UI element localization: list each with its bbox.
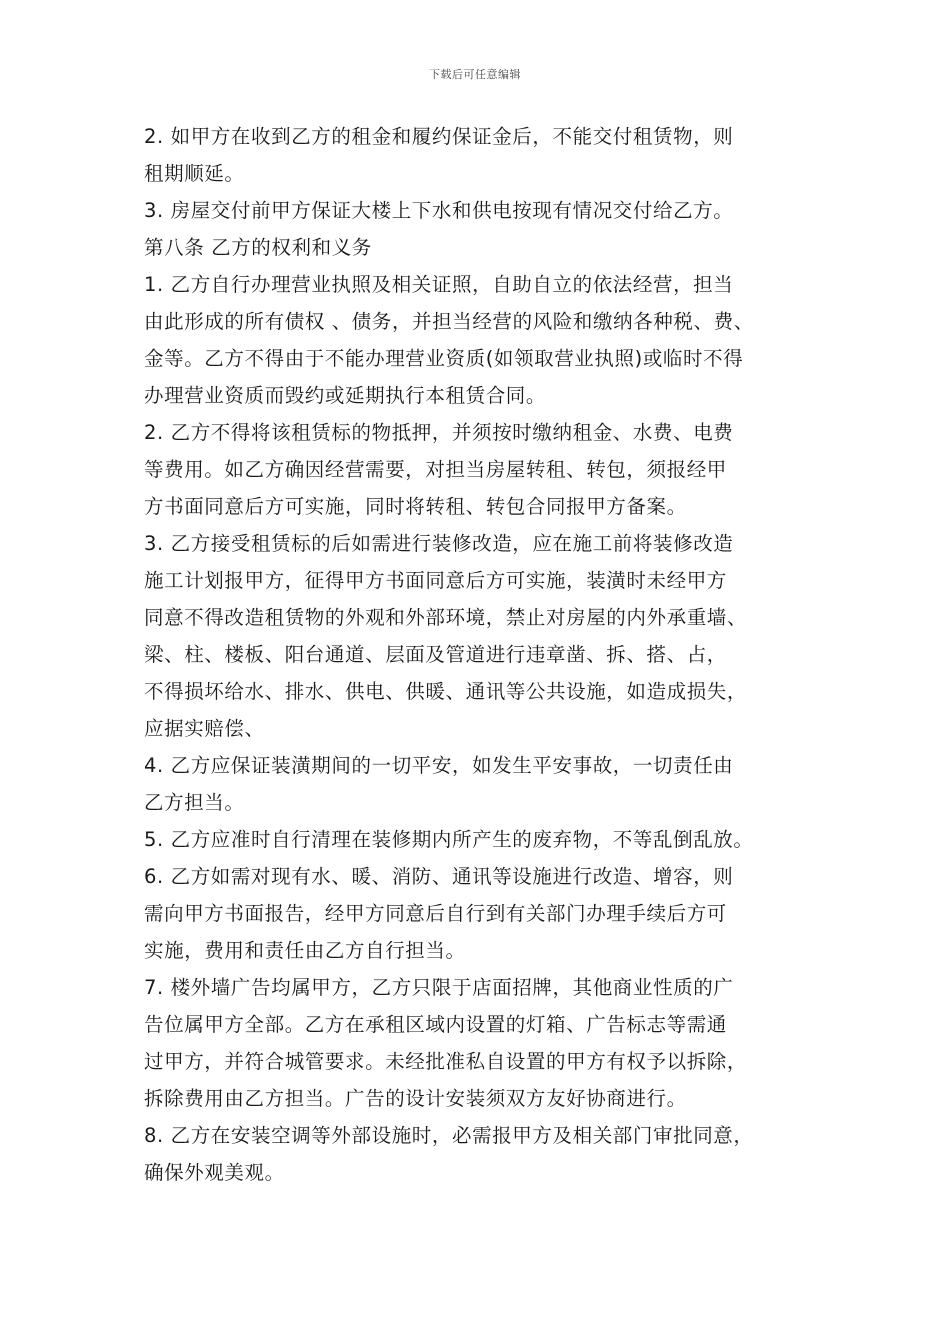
text-line: 应据实赔偿、 — [144, 717, 265, 740]
document-body — [144, 118, 824, 1191]
text-line: 8. 乙方在安装空调等外部设施时，必需报甲方及相关部门审批同意， — [144, 1124, 754, 1147]
text-line: 方书面同意后方可实施，同时将转租、转包合同报甲方备案。 — [144, 495, 687, 518]
text-line: 6. 乙方如需对现有水、暖、消防、通讯等设施进行改造、增容，则 — [144, 865, 734, 888]
text-line: 实施，费用和责任由乙方自行担当。 — [144, 939, 466, 962]
text-line: 乙方担当。 — [144, 791, 245, 814]
text-line: 告位属甲方全部。乙方在承租区域内设置的灯箱、广告标志等需通 — [144, 1013, 727, 1036]
text-line: 7. 楼外墙广告均属甲方，乙方只限于店面招牌，其他商业性质的广 — [144, 976, 734, 999]
text-line: 2. 如甲方在收到乙方的租金和履约保证金后，不能交付租赁物，则 — [144, 125, 734, 148]
text-line: 施工计划报甲方，征得甲方书面同意后方可实施，装潢时未经甲方 — [144, 569, 727, 592]
text-line: 金等。乙方不得由于不能办理营业资质(如领取营业执照)或临时不得 — [144, 347, 744, 370]
text-line: 租期顺延。 — [144, 162, 245, 185]
text-line: 梁、柱、楼板、阳台通道、层面及管道进行违章凿、拆、搭、占， — [144, 643, 727, 666]
text-line: 拆除费用由乙方担当。广告的设计安装须双方友好协商进行。 — [144, 1087, 687, 1110]
text-line: 4. 乙方应保证装潢期间的一切平安，如发生平安事故，一切责任由 — [144, 754, 734, 777]
section-heading: 第八条 乙方的权利和义务 — [144, 236, 372, 259]
text-line: 1. 乙方自行办理营业执照及相关证照，自助自立的依法经营，担当 — [144, 273, 734, 296]
page-header-note: 下载后可任意编辑 — [429, 68, 521, 81]
text-line: 不得损坏给水、排水、供电、供暖、通讯等公共设施，如造成损失， — [144, 680, 748, 703]
text-line: 3. 乙方接受租赁标的后如需进行装修改造，应在施工前将装修改造 — [144, 532, 734, 555]
text-line: 等费用。如乙方确因经营需要，对担当房屋转租、转包，须报经甲 — [144, 458, 727, 481]
text-line: 5. 乙方应准时自行清理在装修期内所产生的废弃物，不等乱倒乱放。 — [144, 828, 754, 851]
text-line: 确保外观美观。 — [144, 1161, 285, 1184]
text-line: 同意不得改造租赁物的外观和外部环境，禁止对房屋的内外承重墙、 — [144, 606, 748, 629]
text-line: 3. 房屋交付前甲方保证大楼上下水和供电按现有情况交付给乙方。 — [144, 199, 734, 222]
text-line: 由此形成的所有债权 、债务，并担当经营的风险和缴纳各种税、费、 — [144, 310, 754, 333]
text-line: 过甲方，并符合城管要求。未经批准私自设置的甲方有权予以拆除， — [144, 1050, 748, 1073]
text-line: 需向甲方书面报告，经甲方同意后自行到有关部门办理手续后方可 — [144, 902, 727, 925]
text-line: 2. 乙方不得将该租赁标的物抵押，并须按时缴纳租金、水费、电费 — [144, 421, 734, 444]
text-line: 办理营业资质而毁约或延期执行本租赁合同。 — [144, 384, 547, 407]
